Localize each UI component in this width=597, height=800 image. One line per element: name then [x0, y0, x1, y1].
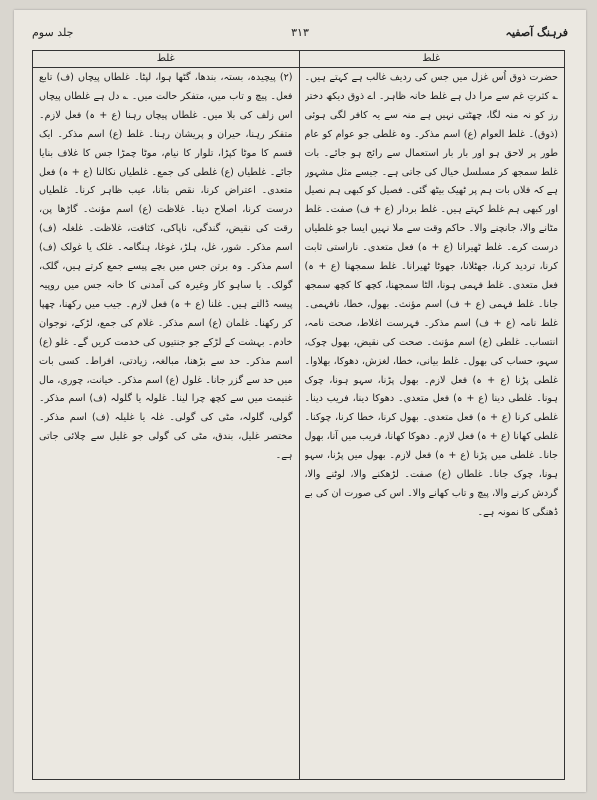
- dictionary-page: [14, 10, 586, 792]
- left-column-text: [39, 69, 293, 775]
- page-number: ۳۱۳: [291, 26, 309, 39]
- column-divider: [299, 51, 300, 779]
- right-column-heading: غلط: [299, 51, 565, 68]
- two-column-frame: [32, 50, 565, 780]
- dictionary-title: فرہنگ آصفیہ: [505, 26, 568, 39]
- left-column-heading: غلط: [33, 51, 299, 68]
- volume-label: جلد سوم: [32, 26, 74, 39]
- right-column-text: [305, 69, 559, 775]
- right-column-paragraph: حضرت ذوق اُس غزل میں جس کی ردیف غالب ہے کہتے ہیں۔ ؎ کثرتِ غم سے مرا دل ہے غلط خانہ ظاہر۔ اے ذوق دیکھ دختر رز کو نہ منہ لگا، چھٹتی نہیں ہے منہ سے یہ کافر لگی ہوئی (ذوق)۔ غلط العوام (ع) اسم مذکر۔ وہ غلطی جو عوام کو عام طور پر لاحق ہو اور بار بار استعمال سے رائج ہو جائے۔ بات غلط سمجھ کر مسلسل خیال کی جاتی ہے۔ جیسے مثل مشہور ہے کہ فلاں بات ہم پر ٹھیک بیٹھ گئی۔ فصیل کو کبھی ہم نصیل اور کبھی ہم غلط کہتے ہیں۔ غلط بردار (ع + ف) صفت۔ غلط مٹانے والا، جانچنے والا۔ حاکم وقت سے ملا نہیں ایسا جو غلطیاں درست کرے۔ غلط ٹھیرانا (ع + ہ) فعل متعدی۔ ناراستی ثابت کرنا، تردید کرنا، جھٹلانا، جھوٹا ٹھیرانا۔ غلط سمجھنا (ع + ہ) فعل متعدی۔ غلط فہمی ہونا، الٹا سمجھنا، کچھ کا کچھ سمجھ جانا۔ غلط فہمی (ع + ف) اسم مؤنث۔ بھول، خطا، نافہمی۔ غلط نامہ (ع + ف) اسم مذکر۔ فہرست اغلاط، صحت نامہ، انتساب۔ غلطی (ع) اسم مؤنث۔ صحت کی نقیض، بھول چوک، سہو، حساب کی بھول۔ غلط بیانی، خطا، لغزش، دھوکا، بھلاوا۔ غلطی پڑنا (ع + ہ) فعل لازم۔ بھول پڑنا، سہو ہونا، چوک ہونا۔ غلطی دینا (ع + ہ) فعل متعدی۔ دھوکا دینا، فریب دینا۔ غلطی کرنا (ع + ہ) فعل متعدی۔ بھول کرنا، خطا کرنا، چوکنا۔ غلطی کھانا (ع + ہ) فعل لازم۔ دھوکا کھانا، فریب میں آنا، بھول جانا۔ غلطی میں پڑنا (ع + ہ) فعل لازم۔ بھول میں پڑنا، سہو ہونا، چوک جانا۔ غلطاں (ع) صفت۔ لڑھکنے والا، لوٹنے والا، گردش کرنے والا، پیچ و تاب کھانے والا۔ اس کی صورت ان کی بے ڈھنگی کا نمونہ ہے۔: [304, 72, 558, 518]
- left-column-paragraph: (۲) پیچیدہ، بستہ، بندھا، گٹھا ہوا، لپٹا۔ غلطاں پیچاں (ف) تابع فعل۔ پیچ و تاب میں، متفکر حالت میں۔ ؎ دل ہے غلطاں پیچاں اس زلف کی بلا میں۔ غلطاں پیچاں رہنا (ع + ہ) فعل لازم۔ متفکر رہنا، حیران و پریشان رہنا۔ غلط (ع) اسم مذکر۔ ایک قسم کا موٹا کپڑا، تلوار کا نیام، موٹا چمڑا جس کا غلاف بنایا جائے۔ غلطیاں (ع) غلطی کی جمع۔ غلطیاں نکالنا (ع + ہ) فعل متعدی۔ اعتراض کرنا، نقص بتانا، عیب ظاہر کرنا۔ غلطیاں درست کرنا، اصلاح دینا۔ غلاظت (ع) اسم مؤنث۔ گاڑھا پن، رقت کی نقیض، گندگی، ناپاکی، کثافت، غلاظت۔ غلغلہ (ف) اسم مذکر۔ شور، غل، ہلڑ، غوغا، ہنگامہ۔ غلک یا غولک (ف) اسم مذکر۔ وہ برتن جس میں بچے پیسے جمع کرتے ہیں، گلک، گولک۔ یا ساہو کار وغیرہ کی آمدنی کا خانہ جس میں روپیہ پیسہ ڈالتے ہیں۔ غلنا (ع + ہ) فعل لازم۔ جیب میں رکھنا، چھپا کر رکھنا۔ غلمان (ع) اسم مذکر۔ غلام کی جمع، لڑکے، نوجوان خادم۔ بہشت کے لڑکے جو جنتیوں کی خدمت کریں گے۔ غلو (ع) اسم مذکر۔ حد سے بڑھنا، مبالغہ، زیادتی، افراط۔ کسی بات میں حد سے گزر جانا۔ غلول (ع) اسم مذکر۔ خیانت، چوری، مال غنیمت میں سے کچھ چرا لینا۔ غلولہ یا گلولہ (ف) اسم مذکر۔ گولی، گلولہ، مٹی کی گولی۔ غلہ یا غلیلہ (ف) اسم مذکر۔ مختصر غلیل، بندق، مٹی کی گولی جو غلیل سے چلائی جاتی ہے۔: [39, 72, 293, 462]
- page-header: [32, 26, 568, 44]
